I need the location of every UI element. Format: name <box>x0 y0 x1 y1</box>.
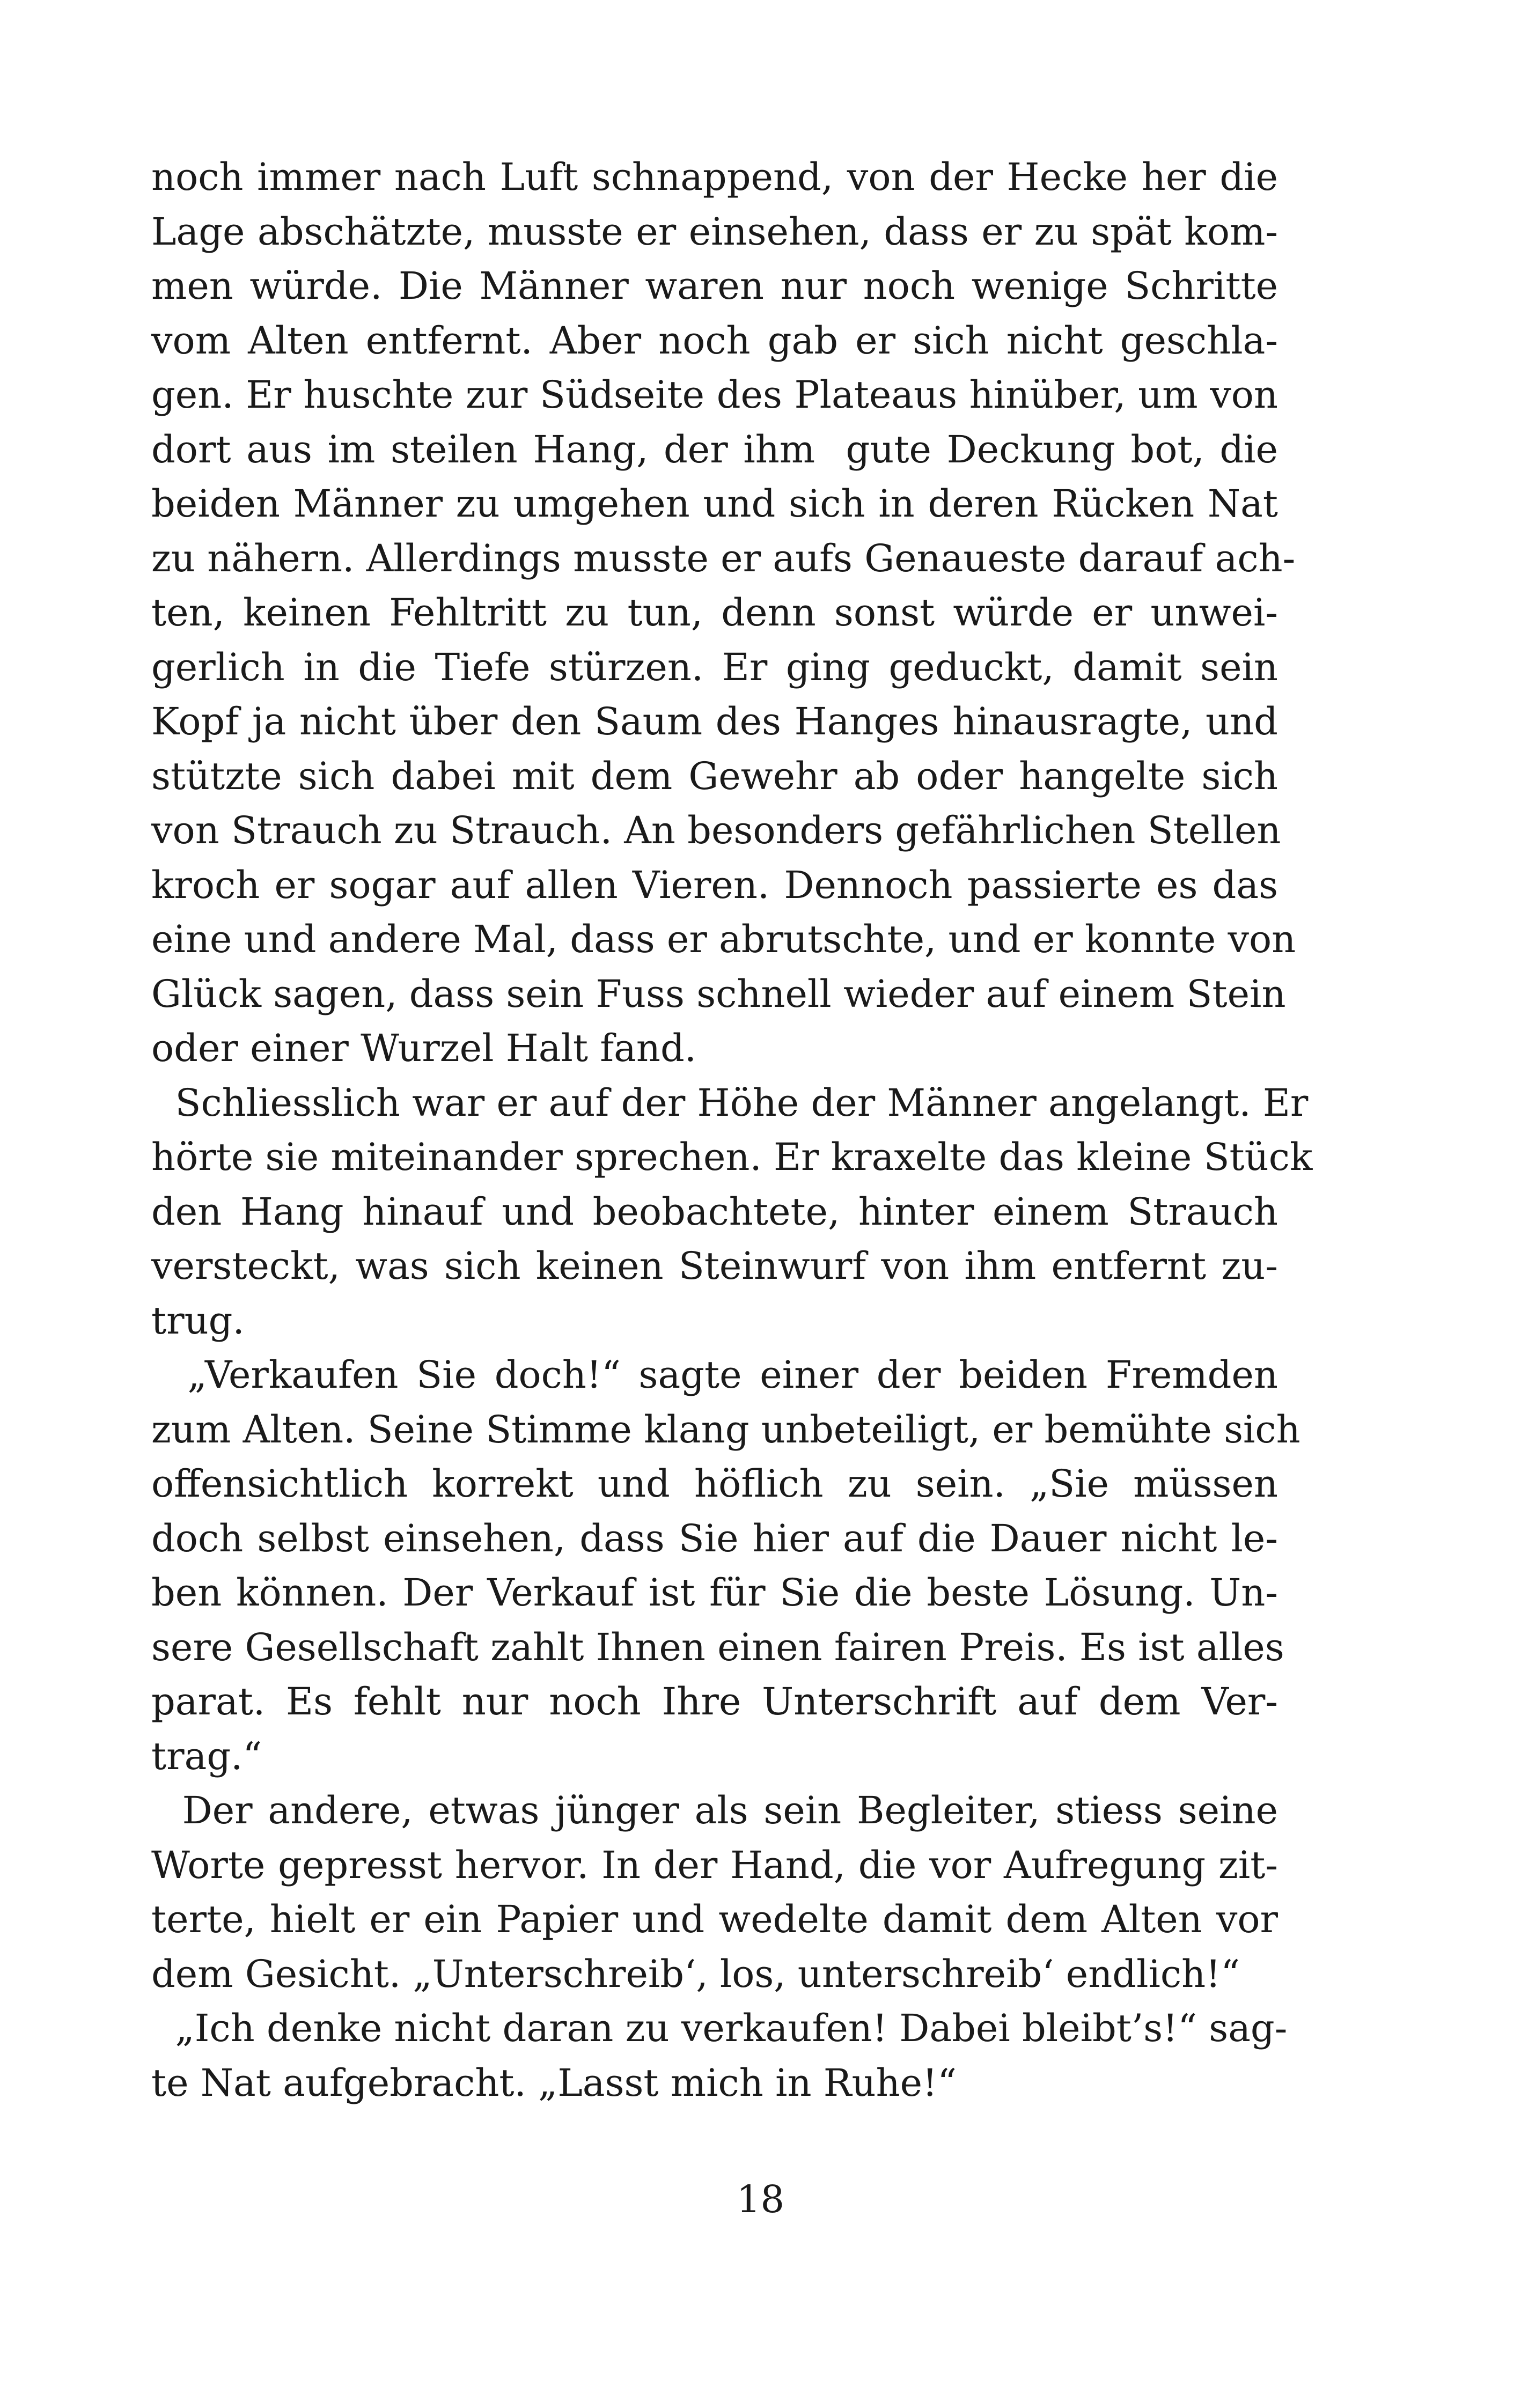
text-line: „Verkaufen Sie doch!“ sagte einer der beiden Fremden <box>151 1353 1278 1397</box>
text-line: Kopf ja nicht über den Saum des Hanges hinausragte, und <box>151 699 1278 743</box>
page-number: 18 <box>736 2177 785 2221</box>
text-line: oder einer Wurzel Halt fand. <box>151 1026 697 1070</box>
text-line: versteckt, was sich keinen Steinwurf von ihm entfernt zu- <box>151 1244 1278 1288</box>
text-line: Worte gepresst hervor. In der Hand, die vor Aufregung zit- <box>151 1843 1278 1887</box>
text-line: kroch er sogar auf allen Vieren. Dennoch passierte es das <box>151 863 1278 907</box>
text-line: doch selbst einsehen, dass Sie hier auf die Dauer nicht le- <box>151 1516 1278 1560</box>
text-line: men würde. Die Männer waren nur noch wenige Schritte <box>151 264 1278 308</box>
text-line: dem Gesicht. „Unterschreib‘, los, unterschreib‘ endlich!“ <box>151 1952 1240 1996</box>
text-line: sere Gesellschaft zahlt Ihnen einen fairen Preis. Es ist alles <box>151 1625 1284 1669</box>
text-line: noch immer nach Luft schnappend, von der Hecke her die <box>151 155 1278 199</box>
text-line: zu nähern. Allerdings musste er aufs Genaueste darauf ach- <box>151 536 1296 580</box>
text-line: trag.“ <box>151 1734 262 1778</box>
page-body-text <box>151 150 1313 2110</box>
text-line: Glück sagen, dass sein Fuss schnell wieder auf einem Stein <box>151 971 1286 1016</box>
text-line: gerlich in die Tiefe stürzen. Er ging geduckt, damit sein <box>151 645 1278 689</box>
text-line: den Hang hinauf und beobachtete, hinter einem Strauch <box>151 1189 1278 1234</box>
text-line: trug. <box>151 1298 245 1343</box>
text-line: stützte sich dabei mit dem Gewehr ab oder hangelte sich <box>151 754 1278 798</box>
text-line: parat. Es fehlt nur noch Ihre Unterschrift auf dem Ver- <box>151 1680 1278 1724</box>
text-line: offensichtlich korrekt und höflich zu sein. „Sie müssen <box>151 1462 1278 1506</box>
text-line: gen. Er huschte zur Südseite des Plateaus hinüber, um von <box>151 373 1278 417</box>
text-line: vom Alten entfernt. Aber noch gab er sich nicht geschla- <box>151 318 1278 363</box>
text-line: von Strauch zu Strauch. An besonders gefährlichen Stellen <box>151 808 1281 852</box>
text-line: Der andere, etwas jünger als sein Begleiter, stiess seine <box>151 1788 1278 1832</box>
text-line: hörte sie miteinander sprechen. Er kraxelte das kleine Stück <box>151 1135 1313 1179</box>
text-line: ben können. Der Verkauf ist für Sie die beste Lösung. Un- <box>151 1571 1278 1615</box>
text-line: eine und andere Mal, dass er abrutschte, und er konnte von <box>151 917 1296 961</box>
text-line: Lage abschätzte, musste er einsehen, dass er zu spät kom- <box>151 209 1278 254</box>
text-line: zum Alten. Seine Stimme klang unbeteiligt, er bemühte sich <box>151 1407 1300 1452</box>
text-line: terte, hielt er ein Papier und wedelte damit dem Alten vor <box>151 1897 1278 1941</box>
text-line: beiden Männer zu umgehen und sich in deren Rücken Nat <box>151 482 1278 526</box>
text-line: dort aus im steilen Hang, der ihm gute Deckung bot, die <box>151 427 1278 472</box>
text-line: ten, keinen Fehltritt zu tun, denn sonst würde er unwei- <box>151 591 1278 635</box>
text-line: Schliesslich war er auf der Höhe der Männer angelangt. Er <box>151 1080 1309 1125</box>
text-line: „Ich denke nicht daran zu verkaufen! Dabei bleibt’s!“ sag- <box>151 2006 1288 2050</box>
text-line: te Nat aufgebracht. „Lasst mich in Ruhe!“ <box>151 2060 957 2105</box>
